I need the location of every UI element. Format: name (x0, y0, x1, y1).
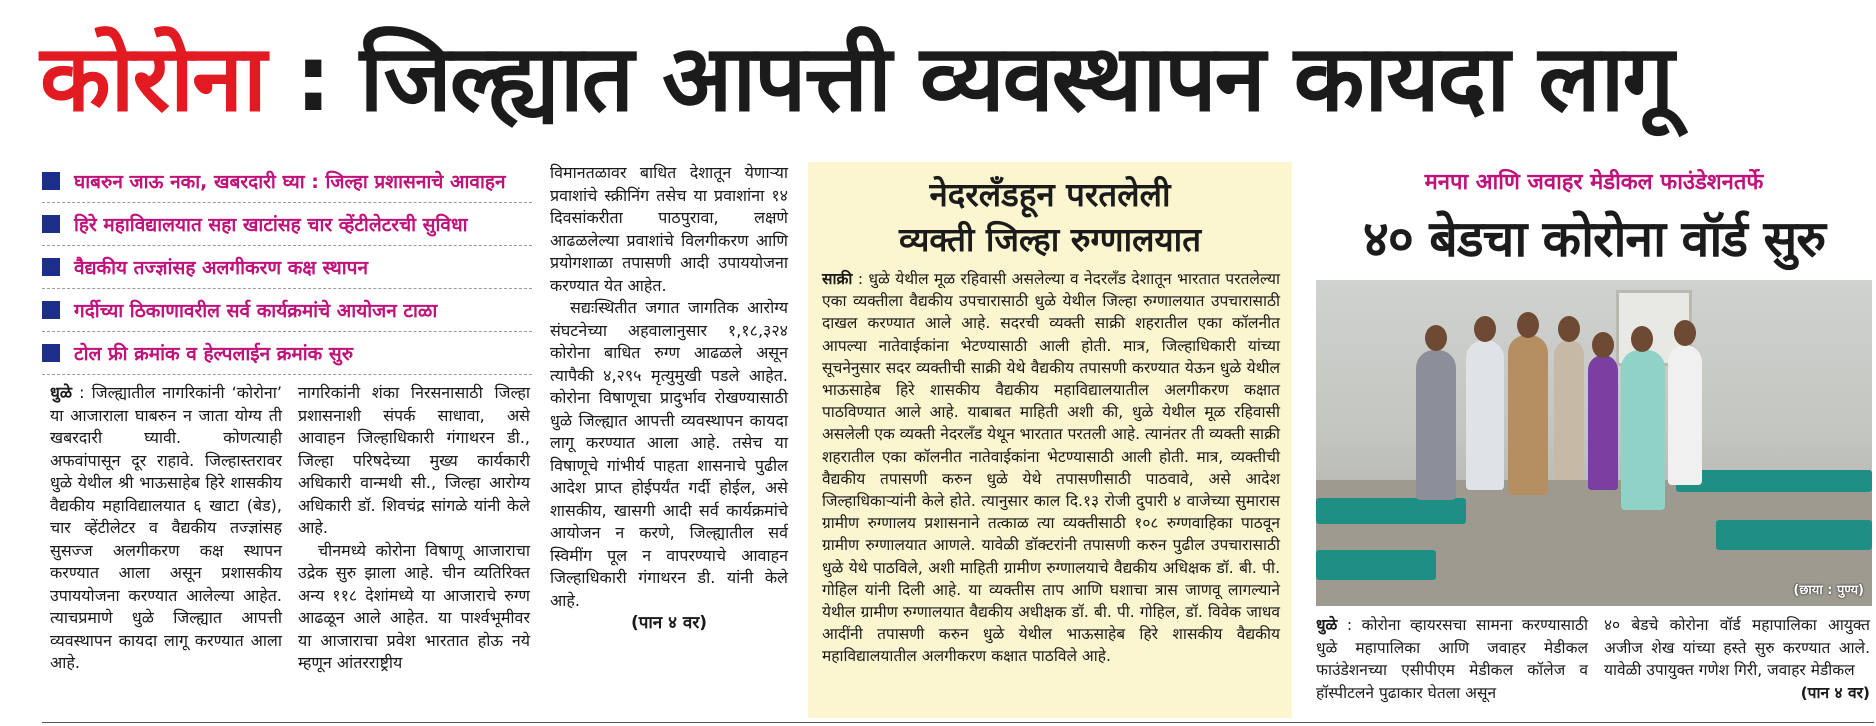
dateline: साक्री (822, 270, 853, 288)
article-column-3 (550, 162, 788, 635)
box-body-text: : धुळे येथील मूळ रहिवासी असलेल्या व नेदरलँड देशातून भारतात परतलेल्या एका व्यक्तीला वैद्यकीय उपचारासाठी धुळे येथील जिल्हा रुग्णालयात उपचारासाठी दाखल करण्यात आले आहे. सदरची व्यक्ती साक्री शहरातील एका कॉलनीत आपल्या नातेवाईकांना भेटण्यासाठी आली होती. मात्र, जिल्हाधिकारी यांच्या सूचनेनुसार सदर व्यक्तीची साक्री येथे वैद्यकीय तपासणी करण्यात येऊन धुळे येथील भाऊसाहेब हिरे शासकीय वैद्यकीय महाविद्यालयातील अलगीकरण कक्षात पाठविण्यात आले आहे. याबाबत माहिती अशी की, धुळे येथील मूळ रहिवासी असलेली एक व्यक्ती नेदरलँड येथून भारतात परतली आहे. त्यानंतर ती व्यक्ती साक्री शहरातील एका कॉलनीत नातेवाईकांना भेटण्यासाठी आली होती. मात्र, व्यक्तीची वैद्यकीय तपासणी करुन धुळे येथे तपासणीसाठी पाठवावे, असे आदेश जिल्हाधिकाऱ्यांनी केले होते. त्यानुसार काल दि.१३ रोजी दुपारी ४ वाजेच्या सुमारास ग्रामीण रुग्णालय प्रशासनाने तत्काळ त्या व्यक्तीसाठी १०८ रुग्णवाहिका पाठवून ग्रामीण रुग्णालयात आणले. यावेळी डॉक्टरांनी तपासणी करुन पुढील उपचारासाठी धुळे येथे पाठविले, अशी माहिती ग्रामीण रुग्णालयाचे वैद्यकीय अधिक्षक डॉ. बी. पी. गोहिल यांनी दिली आहे. या व्यक्तीस ताप आणि घशाचा त्रास जाणवू लागल्याने येथील ग्रामीण रुग्णालयात वैद्यकीय अधीक्षक डॉ. बी. पी. गोहिल, डॉ. विवेक जाधव आदींनी तपासणी करुन धुळे येथील भाऊसाहेब हिरे शासकीय वैद्यकीय महाविद्यालयातील अलगीकरण कक्षात पाठविले आहे. (822, 270, 1280, 666)
bullet-square-icon (42, 258, 60, 276)
right-article-column-1 (1316, 614, 1588, 704)
paragraph-text: : जिल्ह्यातील नागरिकांनी ‘कोरोना’ या आजाराला घाबरुन न जाता योग्य ती खबरदारी घ्यावी. कोणत्याही अफवांपासून दूर राहावे. जिल्हास्तरावर धुळे येथील श्री भाऊसाहेब हिरे शासकीय वैद्यकीय महाविद्यालयात ६ खाटा (बेड), चार व्हेंटीलेटर व वैद्यकीय तज्ज्ञांसह सुसज्ज अलगीकरण कक्ष स्थापन करण्यात आला असून प्रशासकीय उपाययोजना करण्यात आलेल्या आहेत. त्याचप्रमाणे धुळे जिल्ह्यात आपत्ती व्यवस्थापन कायदा लागू करण्यात आला आहे. (50, 383, 282, 672)
headline-black-part: : जिल्ह्यात आपत्ती व्यवस्थापन कायदा लागू (264, 25, 1673, 132)
sidebar-news-box (808, 162, 1292, 718)
bullet-item (42, 203, 532, 246)
continued-marker: (पान ४ वर) (630, 613, 708, 633)
column-paragraph (50, 382, 282, 675)
bullet-square-icon (42, 301, 60, 319)
article-column-2 (298, 382, 530, 675)
article-column-1 (50, 382, 282, 675)
bullet-square-icon (42, 215, 60, 233)
paragraph-text: ४० बेडचे कोरोना वॉर्ड महापालिका आयुक्त अजीज शेख यांच्या हस्ते सुरु करण्यात आले. यावेळी उपायुक्त गणेश गिरी, जवाहर मेडीकल (1604, 616, 1870, 679)
bullet-square-icon (42, 344, 60, 362)
bullet-text: हिरे महाविद्यालयात सहा खाटांसह चार व्हेंटीलेटरची सुविधा (74, 214, 468, 236)
bullet-text: टोल फ्री क्रमांक व हेल्पलाईन क्रमांक सुरु (74, 343, 354, 365)
bullet-item (42, 246, 532, 289)
dateline: धुळे (1316, 616, 1338, 634)
bullet-text: वैद्यकीय तज्ज्ञांसह अलगीकरण कक्ष स्थापन (74, 257, 368, 279)
headline-red-part: कोरोना (40, 25, 265, 132)
continued-marker: (पान ४ वर) (1800, 683, 1870, 702)
main-headline (40, 14, 1870, 144)
box-body (822, 268, 1280, 668)
bullet-item (42, 160, 532, 203)
column-paragraph: सद्यःस्थितीत जगात जागतिक आरोग्य संघटनेच्या अहवालानुसार १,१८,३२४ कोरोना बाधित रुग्ण आढळले असून त्यापैकी ४,२९५ मृत्युमुखी पडले आहेत. कोरोना विषाणूचा प्रादुर्भाव रोखण्यासाठी धुळे जिल्ह्यात आपत्ती व्यवस्थापन कायदा लागू करण्यात आला आहे. तसेच या विषाणूचे गांभीर्य पाहता शासनाचे पुढील आदेश प्राप्त होईपर्यंत गर्दी होईल, असे शासकीय, खासगी आदी सर्व कार्यक्रमांचे आयोजन न करणे, जिल्ह्यातील सर्व स्विमींग पूल न वापरण्याचे आवाहन जिल्हाधिकारी गंगाथरन डी. यांनी केले आहे. (550, 298, 788, 610)
column-paragraph: विमानतळावर बाधित देशातून येणाऱ्या प्रवाशांचे स्क्रीनिंग तसेच या प्रवाशांना १४ दिवसांकरीता पाठपुरावा, लक्षणे आढळलेल्या प्रवाशांचे विलगीकरण आणि प्रयोगशाळा तपासणी आदी उपाययोजना करण्यात येत आहेत. (550, 163, 788, 295)
box-headline (808, 172, 1292, 262)
bullet-square-icon (42, 172, 60, 190)
box-headline-line2: व्यक्ती जिल्हा रुग्णालयात (898, 220, 1202, 259)
right-article-column-2 (1604, 614, 1870, 704)
highlight-bullets (42, 160, 532, 375)
dateline: धुळे (50, 383, 73, 402)
bottom-divider (42, 722, 1874, 723)
paragraph-text: : कोरोना व्हायरसचा सामना करण्यासाठी धुळे महापालिका आणि जवाहर मेडीकल फाउंडेशनच्या एसीपीएम मेडीकल कॉलेज व हॉस्पीटलने पुढाकार घेतला असून (1316, 616, 1588, 702)
photo-caption: (छाया : पुण्य) (1793, 583, 1864, 598)
column-paragraph: चीनमध्ये कोरोना विषाणू आजाराचा उद्रेक सुरु झाला आहे. चीन व्यतिरिक्त अन्य ११८ देशांमध्ये या आजाराचे रुग्ण आढळून आले आहेत. या पार्श्वभूमीवर या आजाराचा प्रवेश भारतात होऊ नये म्हणून आंतरराष्ट्रीय (298, 540, 530, 672)
right-article-headline: ४० बेडचा कोरोना वॉर्ड सुरु (1362, 210, 1826, 268)
bullet-item (42, 332, 532, 375)
right-article-kicker: मनपा आणि जवाहर मेडीकल फाउंडेशनतर्फे (1424, 170, 1764, 195)
bullet-item (42, 289, 532, 332)
bullet-text: घाबरुन जाऊ नका, खबरदारी घ्या : जिल्हा प्रशासनाचे आवाहन (74, 171, 506, 193)
column-paragraph: नागरिकांनी शंका निरसनासाठी जिल्हा प्रशासनाशी संपर्क साधावा, असे आवाहन जिल्हाधिकारी गंगाथरन डी., जिल्हा परिषदेच्या मुख्य कार्यकारी अधिकारी वान्मथी सी., जिल्हा आरोग्य अधिकारी डॉ. शिवचंद्र सांगळे यांनी केले आहे. (298, 383, 530, 537)
box-headline-line1: नेदरलँडहून परतलेली (929, 175, 1171, 214)
ward-photo (1316, 280, 1872, 606)
bullet-text: गर्दीच्या ठिकाणावरील सर्व कार्यक्रमांचे आयोजन टाळा (74, 300, 438, 322)
